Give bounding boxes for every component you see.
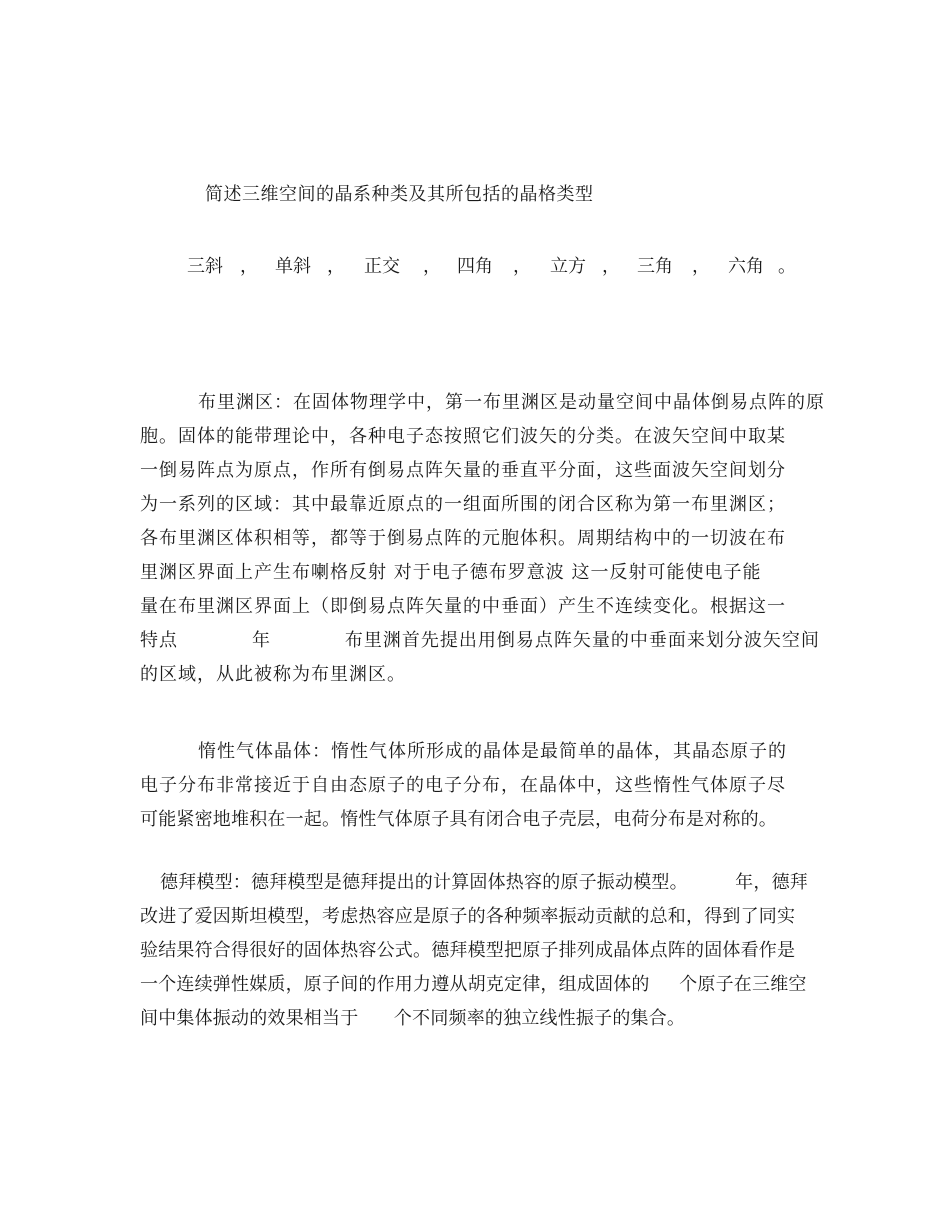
paragraph-line: 改进了爱因斯坦模型，考虑热容应是原子的各种频率振动贡献的总和，得到了同实	[140, 906, 796, 927]
paragraph-line: 特点 年 布里渊首先提出用倒易点阵矢量的中垂面来划分波矢空间	[140, 630, 820, 651]
paragraph-line: 各布里渊区体积相等，都等于倒易点阵的元胞体积。周期结构中的一切波在布	[140, 528, 786, 549]
paragraph-line: 一个连续弹性媒质，原子间的作用力遵从胡克定律，组成固体的 个原子在三维空	[140, 974, 807, 995]
list-separator: ，	[513, 256, 531, 277]
paragraph-line: 量在布里渊区界面上（即倒易点阵矢量的中垂面）产生不连续变化。根据这一	[140, 596, 786, 617]
paragraph-line: 布里渊区：在固体物理学中，第一布里渊区是动量空间中晶体倒易点阵的原	[198, 392, 825, 413]
crystal-system-list	[0, 252, 950, 278]
paragraph-line: 一倒易阵点为原点，作所有倒易点阵矢量的垂直平分面，这些面波矢空间划分	[140, 460, 786, 481]
paragraph-line: 为一系列的区域：其中最靠近原点的一组面所围的闭合区称为第一布里渊区；	[140, 494, 786, 515]
paragraph-line: 验结果符合得很好的固体热容公式。德拜模型把原子排列成晶体点阵的固体看作是	[140, 940, 796, 961]
list-separator: ，	[423, 256, 441, 277]
paragraph-line: 电子分布非常接近于自由态原子的电子分布，在晶体中，这些惰性气体原子尽	[140, 775, 786, 796]
crystal-system-item: 六角	[728, 256, 764, 277]
paragraph-line: 的区域，从此被称为布里渊区。	[140, 664, 406, 685]
paragraph-line: 德拜模型：德拜模型是德拜提出的计算固体热容的原子振动模型。 年，德拜	[160, 872, 808, 893]
list-separator: ，	[240, 256, 258, 277]
crystal-system-item: 单斜	[275, 256, 311, 277]
brillouin-zone-paragraph	[140, 386, 825, 692]
crystal-system-item: 正交	[364, 256, 400, 277]
paragraph-line: 可能紧密地堆积在一起。惰性气体原子具有闭合电子壳层，电荷分布是对称的。	[140, 809, 777, 830]
list-separator: ，	[692, 256, 710, 277]
paragraph-line: 惰性气体晶体：惰性气体所形成的晶体是最简单的晶体，其晶态原子的	[198, 741, 787, 762]
list-terminator: 。	[778, 256, 796, 277]
debye-model-paragraph	[140, 866, 812, 1036]
list-separator: ，	[602, 256, 620, 277]
paragraph-line: 里渊区界面上产生布喇格反射 对于电子德布罗意波 这一反射可能使电子能	[140, 562, 762, 583]
inert-gas-crystal-paragraph	[140, 735, 812, 837]
crystal-system-item: 三角	[637, 256, 673, 277]
crystal-system-item: 四角	[457, 256, 493, 277]
list-separator: ，	[327, 256, 345, 277]
paragraph-line: 间中集体振动的效果相当于 个不同频率的独立线性振子的集合。	[140, 1008, 686, 1029]
crystal-system-item: 立方	[550, 256, 586, 277]
question-heading: 简述三维空间的晶系种类及其所包括的晶格类型	[205, 184, 594, 205]
crystal-system-item: 三斜	[187, 256, 223, 277]
paragraph-line: 胞。固体的能带理论中，各种电子态按照它们波矢的分类。在波矢空间中取某	[140, 426, 786, 447]
